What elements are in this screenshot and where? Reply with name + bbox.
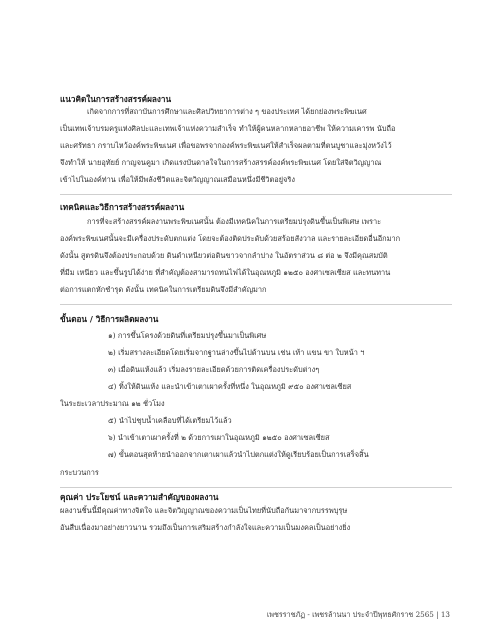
technique-line-4: ที่มีม เหนียว และขึ้นรูปได้ง่าย ที่สำคัญต้องสามารถทนไฟได้ในอุณหภูมิ ๑๒๕๐ องศาเซลเซียส และทนทาน	[60, 268, 391, 277]
value-line-1: ผลงานชิ้นนี้มีคุณค่าทางจิตใจ และจิตวิญญาณของความเป็นไทยที่นับถือกันมาจากบรรพบุรุษ	[60, 506, 348, 515]
concept-line-3: และศรัทธา กราบไหว้องค์พระพิฆเนศ เพื่อขอพรจากองค์พระพิฆเนศให้สำเร็จผลตามที่ตนบูชาและมุ่งหวังไว้	[60, 141, 392, 150]
concept-line-5: เข้าไปในองค์ท่าน เพื่อให้มีพลังชีวิตและจิตวิญญาณเสมือนหนึ่งมีชีวิตอยู่จริง	[60, 175, 295, 184]
value-line-2: อันสืบเนื่องมาอย่างยาวนาน รวมถึงเป็นการเสริมสร้างกำลังใจและความเป็นมงคลเป็นอย่างยิ่ง	[60, 523, 351, 532]
concept-line-1: เกิดจากการที่สถาบันการศึกษาและศิลปวิทยาการต่าง ๆ ของประเทศ ได้ยกย่องพระพิฆเนศ	[87, 107, 367, 116]
technique-line-2: องค์พระพิฆเนศนั้นจะมีเครื่องประดับตกแต่ง โดยจะต้องติดประดับด้วยสร้อยสังวาล และรายละเอียดอื่นอีกมาก	[60, 234, 401, 243]
technique-line-1: การที่จะสร้างสรรค์ผลงานพระพิฆเนศนั้น ต้องมีเทคนิคในการเตรียมปรุงดินขึ้นเป็นพิเศษ เพราะ	[87, 217, 382, 226]
process-step-7-cont: กระบวนการ	[60, 468, 99, 477]
section-title-value: คุณค่า ประโยชน์ และความสำคัญของผลงาน	[60, 492, 219, 502]
process-step-3: ๓) เมื่อดินแห้งแล้ว เริ่มลงรายละเอียดด้วยการติดเครื่องประดับต่างๆ	[108, 365, 320, 374]
concept-line-4: จึงทำให้ นายอุทัยย์ กาญจนคูมา เกิดแรงบันดาลใจในการสร้างสรรค์องค์พระพิฆเนศ โดยใส่จิตวิญญาณ	[60, 158, 382, 167]
section-title-process: ขั้นตอน / วิธีการผลิตผลงาน	[60, 314, 159, 324]
section-divider	[60, 304, 452, 305]
technique-line-5: ต่อการแตกหักชำรุด ดังนั้น เทคนิคในการเตรียมดินจึงมีสำคัญมาก	[60, 285, 267, 294]
process-step-4-cont: ในระยะเวลาประมาณ ๑๒ ชั่วโมง	[60, 399, 165, 408]
process-step-4: ๔) ทิ้งให้ดินแห้ง และนำเข้าเตาเผาครั้งที่หนึ่ง ในอุณหภูมิ ๙๕๐ องศาเซลเซียส	[108, 382, 352, 391]
section-divider	[60, 487, 452, 488]
process-step-1: ๑) การขึ้นโครงด้วยดินที่เตรียมปรุงขึ้นมาเป็นพิเศษ	[108, 331, 267, 340]
process-step-7: ๗) ขั้นตอนสุดท้ายนำออกจากเตาเผาแล้วนำไปตกแต่งให้ดูเรียบร้อยเป็นการเสร็จสิ้น	[108, 450, 369, 459]
process-step-6: ๖) นำเข้าเตาเผาครั้งที่ ๒ ด้วยการเผาในอุณหภูมิ ๑๒๕๐ องศาเซลเซียส	[108, 433, 330, 442]
page-footer	[0, 606, 494, 624]
technique-line-3: ดังนั้น สูตรดินจึงต้องประกอบด้วย ดินดำเหนียวต่อดินขาวจากลำปาง ในอัตราส่วน ๘ ต่อ ๒ จึงมีคุณสมบัติ	[60, 251, 388, 260]
concept-line-2: เป็นเทพเจ้าบรมครูแห่งศิลปะและเทพเจ้าแห่งความสำเร็จ ทำให้ผู้คนหลากหลายอาชีพ ให้ความเคารพ นับถือ	[60, 124, 396, 133]
footer-text: เพชรราชภัฏ - เพชรล้านนา ประจำปีพุทธศักราช 2565 | 13	[266, 610, 450, 619]
section-divider	[60, 194, 452, 195]
section-title-technique: เทคนิคและวิธีการสร้างสรรค์ผลงาน	[60, 202, 185, 212]
process-step-2: ๒) เริ่มสรางละเอียดโดยเริ่มจากฐานล่างขึ้นไปด้านบน เช่น เท้า แขน ขา ใบหน้า ฯ	[108, 348, 365, 357]
section-title-concept: แนวคิดในการสร้างสรรค์ผลงาน	[60, 94, 172, 104]
process-step-5: ๕) นำไปชุบน้ำเคลือบที่ได้เตรียมไว้แล้ว	[108, 416, 232, 425]
